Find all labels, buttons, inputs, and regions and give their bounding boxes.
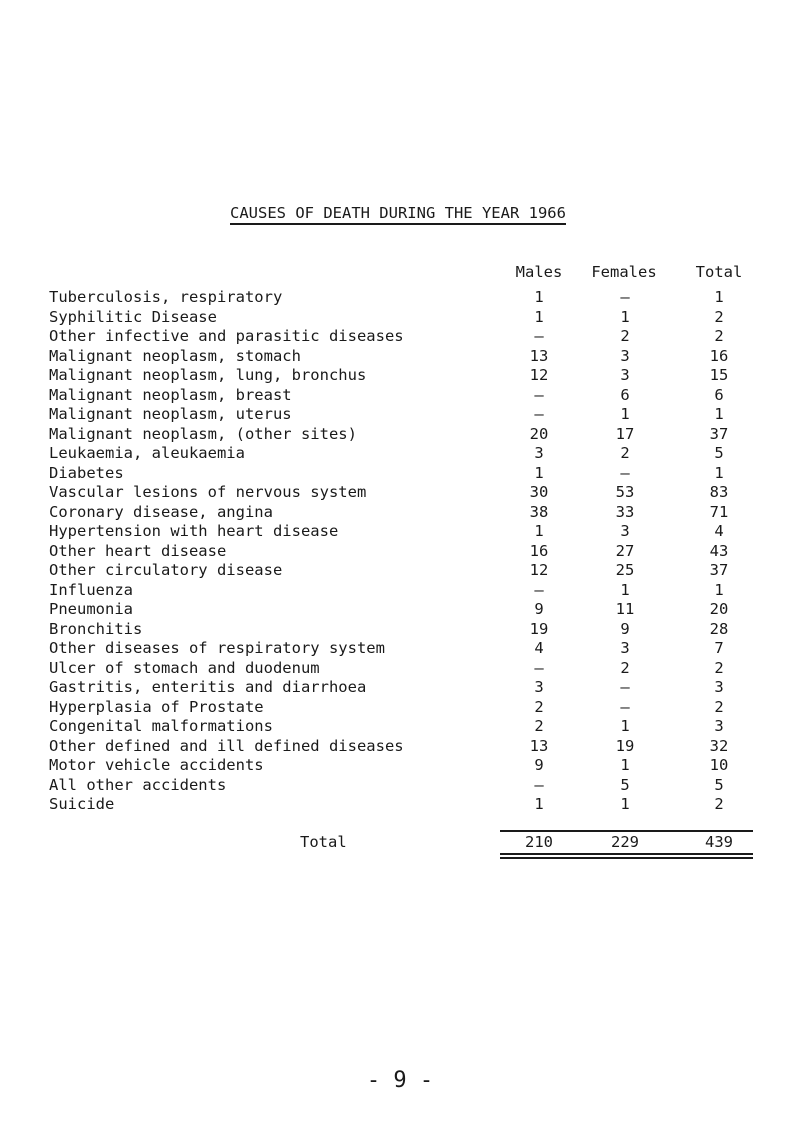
- females-cell: 1: [620, 795, 630, 813]
- females-cell: 25: [615, 561, 635, 579]
- cause-cell: Suicide: [49, 795, 115, 813]
- cause-cell: Malignant neoplasm, (other sites): [49, 424, 357, 443]
- totals-total: 439: [705, 833, 733, 851]
- males-cell: –: [534, 385, 544, 404]
- total-cell: 2: [714, 697, 724, 716]
- males-cell: 1: [534, 307, 544, 326]
- cause-cell: Vascular lesions of nervous system: [49, 483, 367, 501]
- cause-cell: Malignant neoplasm, lung, bronchus: [49, 366, 367, 384]
- table-row: [0, 405, 800, 425]
- total-cell: 6: [714, 385, 724, 404]
- total-cell: 7: [714, 639, 724, 657]
- total-cell: 1: [714, 463, 724, 482]
- table-row: [0, 542, 800, 562]
- females-cell: 1: [620, 717, 630, 735]
- table-row: [0, 659, 800, 679]
- cause-cell: Gastritis, enteritis and diarrhoea: [49, 678, 367, 696]
- females-cell: 11: [615, 600, 635, 618]
- females-cell: 3: [620, 522, 630, 540]
- males-cell: 13: [529, 346, 549, 365]
- males-cell: –: [534, 580, 544, 599]
- cause-cell: Hyperplasia of Prostate: [49, 697, 264, 716]
- males-cell: –: [534, 405, 544, 423]
- table-row: [0, 444, 800, 464]
- females-cell: 1: [620, 756, 630, 774]
- total-cell: 2: [714, 307, 724, 326]
- total-cell: 20: [709, 600, 729, 618]
- females-cell: 2: [620, 327, 630, 345]
- males-cell: 1: [534, 288, 544, 306]
- column-header-total: Total: [695, 263, 743, 281]
- total-cell: 1: [714, 580, 724, 599]
- column-header-males: Males: [515, 263, 563, 281]
- males-cell: 30: [529, 483, 549, 501]
- table-row: [0, 522, 800, 542]
- table-row: [0, 756, 800, 776]
- males-cell: 1: [534, 522, 544, 540]
- males-cell: 2: [534, 717, 544, 735]
- males-cell: –: [534, 658, 544, 677]
- cause-cell: Coronary disease, angina: [49, 502, 273, 521]
- males-cell: 20: [529, 424, 549, 443]
- males-cell: 9: [534, 756, 544, 774]
- males-cell: 3: [534, 678, 544, 696]
- column-header-females: Females: [591, 263, 657, 281]
- totals-label: Total: [300, 833, 347, 851]
- double-rule-upper: [500, 853, 753, 855]
- total-cell: 83: [709, 483, 729, 501]
- table-row: [0, 620, 800, 640]
- males-cell: 9: [534, 600, 544, 618]
- total-cell: 2: [714, 327, 724, 345]
- cause-cell: Diabetes: [49, 463, 124, 482]
- females-cell: 3: [620, 366, 630, 384]
- cause-table-body: [0, 288, 800, 815]
- table-row: [0, 581, 800, 601]
- males-cell: 1: [534, 795, 544, 813]
- cause-cell: Syphilitic Disease: [49, 307, 217, 326]
- total-cell: 15: [709, 366, 729, 384]
- table-row: [0, 776, 800, 796]
- females-cell: 17: [615, 424, 635, 443]
- cause-cell: Congenital malformations: [49, 717, 273, 735]
- total-cell: 37: [709, 424, 729, 443]
- table-row: [0, 288, 800, 308]
- males-cell: 16: [529, 541, 549, 560]
- females-cell: –: [620, 697, 630, 716]
- males-cell: 1: [534, 463, 544, 482]
- females-cell: 2: [620, 658, 630, 677]
- cause-cell: Other defined and ill defined diseases: [49, 736, 404, 755]
- table-row: [0, 308, 800, 328]
- females-cell: 53: [615, 483, 635, 501]
- table-row: [0, 639, 800, 659]
- females-cell: –: [620, 288, 630, 306]
- cause-cell: Other diseases of respiratory system: [49, 639, 385, 657]
- cause-cell: All other accidents: [49, 775, 227, 794]
- males-cell: 19: [529, 619, 549, 638]
- page-number: - 9 -: [366, 1068, 434, 1093]
- table-row: [0, 678, 800, 698]
- males-cell: 12: [529, 366, 549, 384]
- total-cell: 4: [714, 522, 724, 540]
- cause-cell: Ulcer of stomach and duodenum: [49, 658, 320, 677]
- table-row: [0, 386, 800, 406]
- total-cell: 3: [714, 678, 724, 696]
- males-cell: –: [534, 327, 544, 345]
- double-rule-lower: [500, 857, 753, 859]
- column-headers: [0, 262, 800, 282]
- cause-cell: Other heart disease: [49, 541, 227, 560]
- cause-cell: Hypertension with heart disease: [49, 522, 339, 540]
- table-row: [0, 698, 800, 718]
- females-cell: 1: [620, 307, 630, 326]
- table-row: [0, 717, 800, 737]
- page-title: CAUSES OF DEATH DURING THE YEAR 1966: [230, 204, 566, 225]
- males-cell: 38: [529, 502, 549, 521]
- total-cell: 1: [714, 405, 724, 423]
- total-cell: 5: [714, 444, 724, 462]
- total-cell: 71: [709, 502, 729, 521]
- females-cell: 33: [615, 502, 635, 521]
- table-row: [0, 464, 800, 484]
- cause-cell: Pneumonia: [49, 600, 133, 618]
- total-cell: 37: [709, 561, 729, 579]
- females-cell: 1: [620, 405, 630, 423]
- females-cell: 2: [620, 444, 630, 462]
- cause-cell: Leukaemia, aleukaemia: [49, 444, 245, 462]
- table-row: [0, 347, 800, 367]
- table-row: [0, 600, 800, 620]
- table-row: [0, 366, 800, 386]
- females-cell: 19: [615, 736, 635, 755]
- males-cell: 13: [529, 736, 549, 755]
- cause-cell: Malignant neoplasm, stomach: [49, 346, 301, 365]
- males-cell: 3: [534, 444, 544, 462]
- total-cell: 1: [714, 288, 724, 306]
- total-cell: 5: [714, 775, 724, 794]
- cause-cell: Bronchitis: [49, 619, 143, 638]
- total-cell: 28: [709, 619, 729, 638]
- total-cell: 16: [709, 346, 729, 365]
- cause-cell: Influenza: [49, 580, 133, 599]
- total-cell: 3: [714, 717, 724, 735]
- total-cell: 43: [709, 541, 729, 560]
- females-cell: 3: [620, 346, 630, 365]
- females-cell: 6: [620, 385, 630, 404]
- table-row: [0, 561, 800, 581]
- females-cell: 27: [615, 541, 635, 560]
- females-cell: 5: [620, 775, 630, 794]
- females-cell: 9: [620, 619, 630, 638]
- table-row: [0, 503, 800, 523]
- totals-males: 210: [525, 833, 553, 851]
- totals-row: [0, 832, 800, 852]
- cause-cell: Malignant neoplasm, breast: [49, 385, 292, 404]
- females-cell: –: [620, 678, 630, 696]
- total-cell: 2: [714, 658, 724, 677]
- males-cell: 12: [529, 561, 549, 579]
- cause-cell: Other circulatory disease: [49, 561, 283, 579]
- cause-cell: Malignant neoplasm, uterus: [49, 405, 292, 423]
- table-row: [0, 327, 800, 347]
- cause-cell: Motor vehicle accidents: [49, 756, 264, 774]
- table-row: [0, 483, 800, 503]
- total-cell: 32: [709, 736, 729, 755]
- males-cell: –: [534, 775, 544, 794]
- cause-cell: Tuberculosis, respiratory: [49, 288, 283, 306]
- table-row: [0, 425, 800, 445]
- males-cell: 4: [534, 639, 544, 657]
- males-cell: 2: [534, 697, 544, 716]
- table-row: [0, 737, 800, 757]
- females-cell: 1: [620, 580, 630, 599]
- females-cell: 3: [620, 639, 630, 657]
- total-cell: 2: [714, 795, 724, 813]
- table-row: [0, 795, 800, 815]
- cause-cell: Other infective and parasitic diseases: [49, 327, 404, 345]
- totals-females: 229: [611, 833, 639, 851]
- females-cell: –: [620, 463, 630, 482]
- total-cell: 10: [709, 756, 729, 774]
